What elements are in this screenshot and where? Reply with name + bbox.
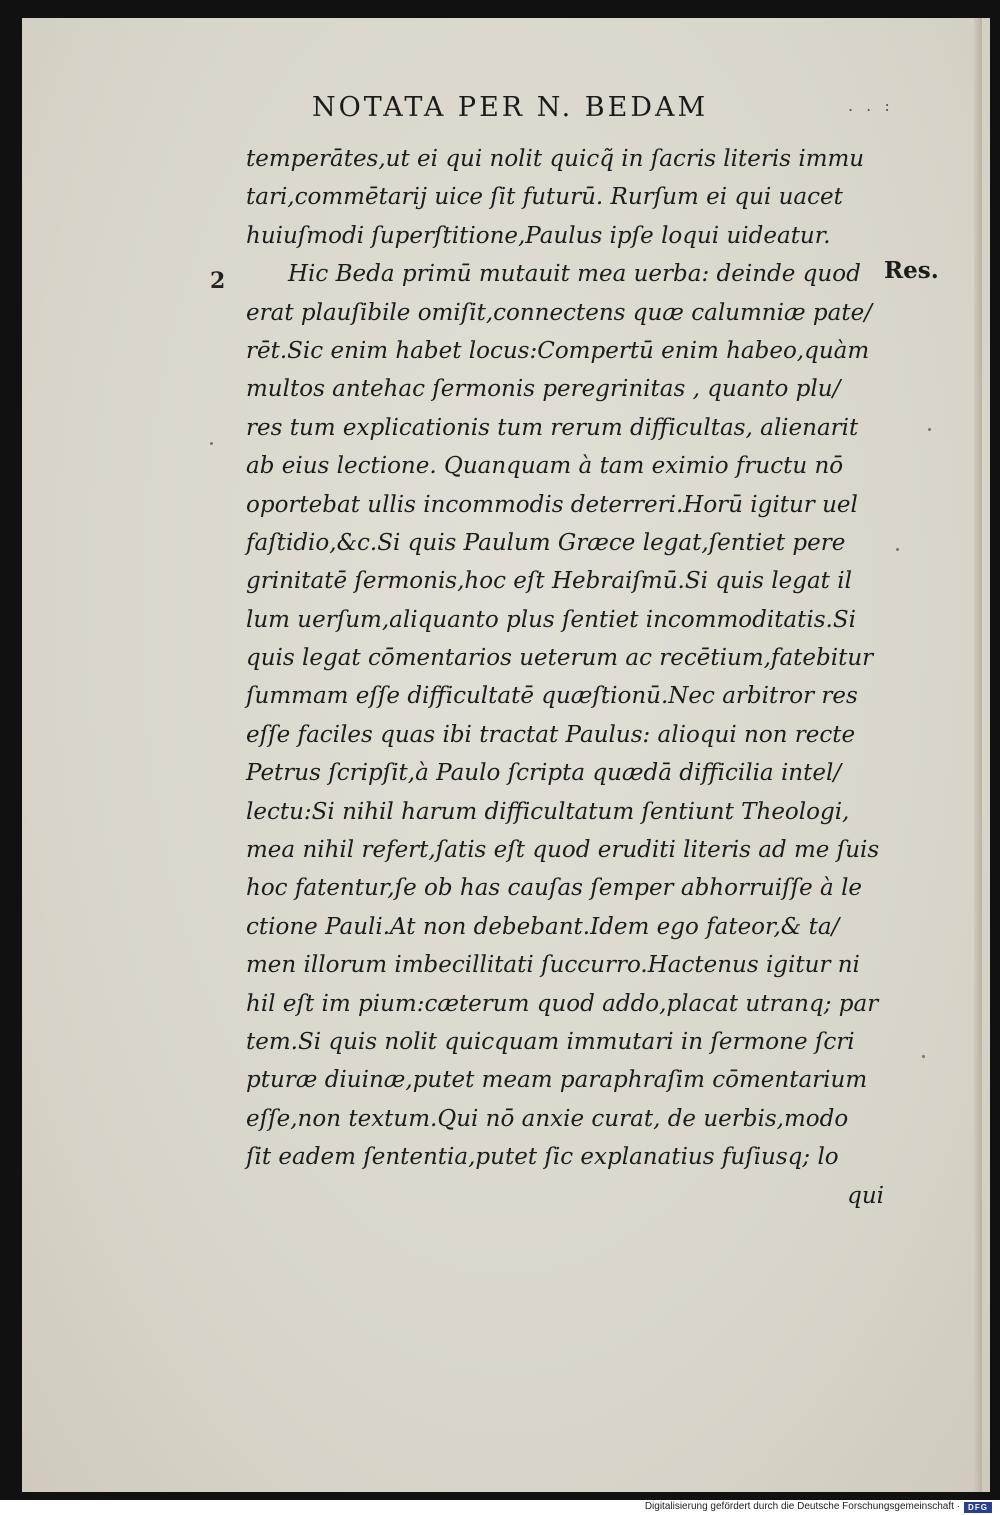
text-line: ſit eadem ſententia,putet ſic explanatius fuſiusq; lo — [246, 1144, 839, 1171]
footer-credit: Digitalisierung gefördert durch die Deutsche Forschungsgemeinschaft · — [644, 1501, 960, 1512]
running-head: NOTATA PER N. BEDAM — [312, 92, 709, 123]
text-line: mea nihil refert,ſatis eſt quod eruditi literis ad me ſuis — [246, 837, 880, 864]
text-line: tari,commētarij uice ſit futurū. Rurſum ei qui uacet — [246, 184, 843, 211]
text-line: erat plauſibile omiſit,connectens quæ calumniæ pate/ — [246, 299, 872, 326]
catchword: qui — [847, 1182, 884, 1209]
text-line: ſummam eſſe difficultatē quæſtionū.Nec arbitror res — [246, 683, 858, 710]
running-head-dots: . . : — [848, 96, 894, 115]
text-line: oportebat ullis incommodis deterreri.Horū igitur uel — [246, 491, 858, 518]
text-line: quis legat cōmentarios ueterum ac recētium,fatebitur — [246, 645, 874, 672]
text-line: multos antehac ſermonis peregrinitas , quanto plu/ — [246, 376, 841, 403]
page-edge — [974, 18, 982, 1492]
text-line: pturæ diuinæ,putet meam paraphraſim cōmentarium — [246, 1067, 868, 1094]
text-line: Petrus ſcripſit,à Paulo ſcripta quædā difficilia intel/ — [246, 760, 842, 787]
text-line: hil eſt im pium:cæterum quod addo,placat utranq; par — [246, 990, 879, 1017]
text-line: rēt.Sic enim habet locus:Compertū enim habeo,quàm — [246, 337, 870, 364]
text-line: huiuſmodi ſuperſtitione,Paulus ipſe loqui uideatur. — [246, 222, 831, 249]
text-line: men illorum imbecillitati ſuccurro.Hactenus igitur ni — [246, 952, 860, 979]
text-line: ctione Pauli.At non debebant.Idem ego fateor,& ta/ — [246, 913, 840, 940]
text-line: tem.Si quis nolit quicquam immutari in ſermone ſcri — [246, 1028, 855, 1055]
paper-speck — [896, 548, 899, 551]
dfg-logo: DFG — [964, 1502, 992, 1513]
text-line: res tum explicationis tum rerum difficultas, alienarit — [246, 414, 859, 441]
text-line: grinitatē ſermonis,hoc eſt Hebraiſmū.Si quis legat il — [246, 568, 852, 595]
margin-note: Res. — [884, 257, 939, 284]
paper-speck — [210, 442, 213, 445]
text-line: eſſe faciles quas ibi tractat Paulus: alioqui non recte — [246, 721, 856, 748]
footer-bar — [0, 1500, 1000, 1515]
text-line: temperātes,ut ei qui nolit quicq̃ in ſacris literis immu — [246, 146, 865, 172]
text-line: eſſe,non textum.Qui nō anxie curat, de uerbis,modo — [246, 1105, 849, 1132]
text-line: ab eius lectione. Quanquam à tam eximio fructu nō — [246, 453, 844, 480]
text-line: hoc fatentur,ſe ob has cauſas ſemper abhorruiſſe à le — [246, 875, 863, 902]
paper-speck — [922, 1055, 925, 1058]
text-line: lectu:Si nihil harum difficultatum ſentiunt Theologi, — [246, 798, 850, 825]
margin-number: 2 — [210, 268, 226, 294]
text-line: Hic Beda primū mutauit mea uerba: deinde quod — [288, 261, 861, 288]
body-text — [246, 140, 886, 1215]
text-line: faſtidio,&c.Si quis Paulum Græce legat,ſentiet pere — [246, 529, 846, 556]
text-line: lum uerſum,aliquanto plus ſentiet incommoditatis.Si — [246, 606, 856, 633]
paper-speck — [928, 428, 931, 431]
